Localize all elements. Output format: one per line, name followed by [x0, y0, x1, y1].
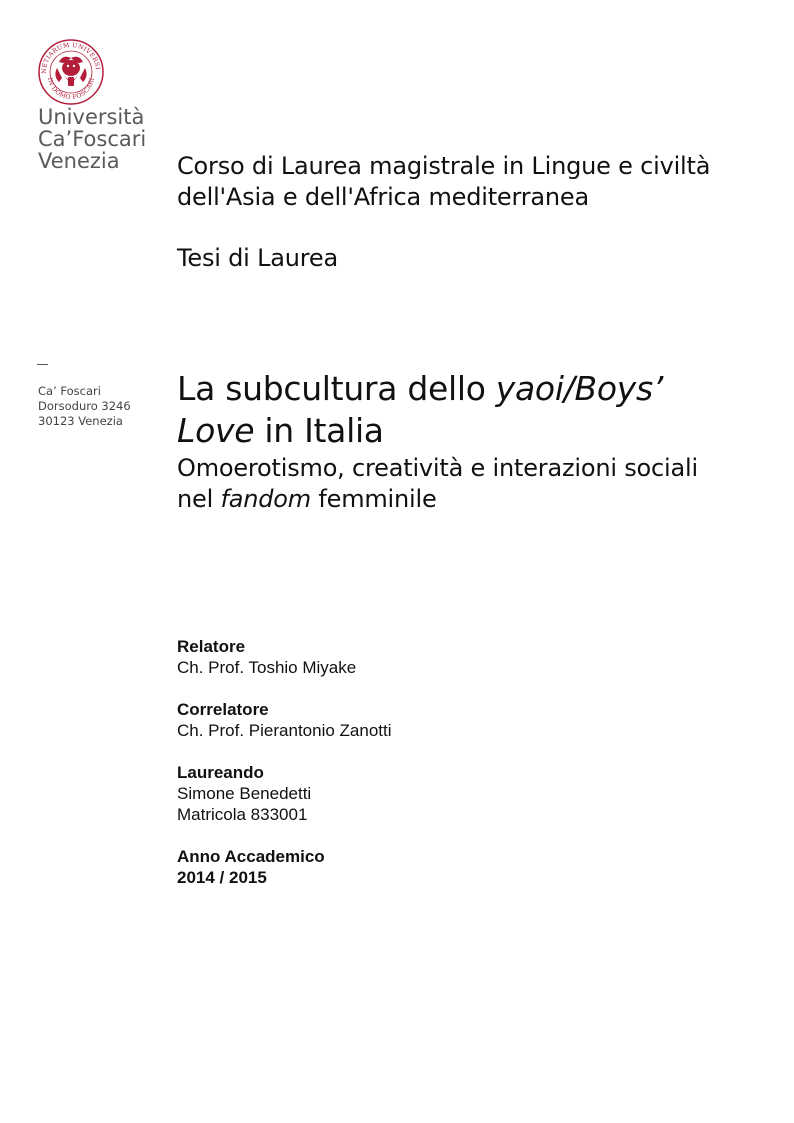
address-line-2: Dorsoduro 3246: [38, 399, 131, 413]
subtitle-line-1: Omoerotismo, creatività e interazioni sociali: [177, 454, 698, 482]
subtitle-prefix: nel: [177, 485, 221, 513]
laureando-block: [177, 762, 392, 825]
seal-icon: [37, 38, 105, 106]
relatore-block: [177, 636, 392, 678]
correlatore-label: Correlatore: [177, 700, 269, 719]
correlatore-block: [177, 699, 392, 741]
seal-text-top: NETIARUM UNIVERSI: [40, 41, 101, 74]
subtitle-line-2: [177, 484, 698, 515]
university-name-line-1: Università: [38, 105, 145, 129]
address-line-1: Ca’ Foscari: [38, 384, 101, 398]
title-suffix: in Italia: [254, 411, 384, 450]
anno-label: Anno Accademico: [177, 847, 325, 866]
laureando-name: Simone Benedetti: [177, 784, 312, 803]
relatore-label: Relatore: [177, 637, 246, 656]
laureando-matricola: Matricola 833001: [177, 805, 308, 824]
title-italic-1: yaoi/Boys’: [495, 369, 664, 408]
thesis-title: [177, 368, 663, 452]
thesis-subtitle: [177, 453, 698, 515]
laureando-label: Laureando: [177, 763, 264, 782]
thesis-info: [177, 636, 392, 909]
address-line-3: 30123 Venezia: [38, 414, 123, 428]
university-name: [38, 106, 146, 172]
relatore-value: Ch. Prof. Toshio Miyake: [177, 658, 357, 677]
anno-value: 2014 / 2015: [177, 868, 267, 887]
university-name-line-3: Venezia: [38, 149, 120, 173]
subtitle-suffix: femminile: [310, 485, 437, 513]
title-line-2: [177, 410, 663, 452]
title-prefix: La subcultura dello: [177, 369, 496, 408]
thesis-type: Tesi di Laurea: [177, 244, 338, 272]
anno-block: [177, 846, 392, 888]
course-line-1: Corso di Laurea magistrale in Lingue e civiltà: [177, 152, 711, 180]
divider-dash: [37, 364, 48, 365]
university-seal-logo: [37, 38, 105, 106]
course-name: [177, 151, 710, 213]
course-line-2: dell'Asia e dell'Africa mediterranea: [177, 183, 589, 211]
university-name-line-2: Ca’Foscari: [38, 127, 147, 151]
correlatore-value: Ch. Prof. Pierantonio Zanotti: [177, 721, 392, 740]
title-line-1: [177, 368, 663, 410]
university-address: [38, 384, 131, 429]
seal-text-bottom: IN DOMO FOSCARI: [46, 77, 96, 102]
subtitle-italic: fandom: [220, 485, 311, 513]
title-italic-2: Love: [177, 411, 255, 450]
